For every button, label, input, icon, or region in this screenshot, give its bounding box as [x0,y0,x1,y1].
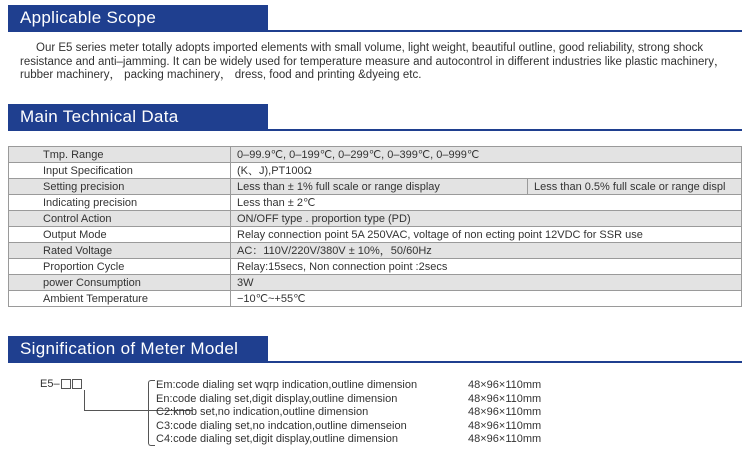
spec-value: Relay connection point 5A 250VAC, voltage of non ecting point 12VDC for SSR use [231,227,742,243]
scope-paragraph: Our E5 series meter totally adopts imported elements with small volume, light weight, beautiful outline, good reliability, strong shock resistance and anti–jamming. It can be widely used for temperature measure and autocontrol in different industries like plastic machinery， rubber machinery， packing machinery， dress, food and printing &dyeing etc. [20,42,726,81]
technical-data-table [8,146,742,307]
model-dimension: 48×96×110mm [468,379,542,391]
spec-label: Indicating precision [9,195,231,211]
model-dimension: 48×96×110mm [468,433,542,445]
section-rule [8,361,742,363]
model-code-box [61,379,71,389]
model-prefix-text: E5– [40,378,60,390]
spec-value: 3W [231,275,742,291]
model-dimension: 48×96×110mm [468,406,542,418]
model-dimension: 48×96×110mm [468,419,542,432]
spec-value: −10℃~+55℃ [231,291,742,307]
model-code-box [72,379,82,389]
spec-value: AC：110V/220V/380V ± 10%，50/60Hz [231,243,742,259]
spec-label: Ambient Temperature [9,291,231,307]
bracket-line [84,390,85,410]
spec-label: Input Specification [9,163,231,179]
spec-label: Rated Voltage [9,243,231,259]
list-item [156,406,541,420]
list-item [156,393,541,407]
list-item [156,379,541,393]
section-rule [8,129,742,131]
model-description: Em:code dialing set wqrp indication,outline dimension [156,379,418,391]
table-row [9,179,742,195]
spec-value: ON/OFF type . proportion type (PD) [231,211,742,227]
spec-label: power Consumption [9,275,231,291]
spec-value: (K、J),PT100Ω [231,163,742,179]
spec-value-alt: Less than 0.5% full scale or range displ [528,179,742,195]
section-header-technical-data [0,104,750,130]
table-row [9,163,742,179]
section-rule [8,30,742,32]
model-description: C2:knob set,no indication,outline dimension [156,406,369,418]
table-row [9,291,742,307]
model-prefix [40,378,82,390]
model-list [156,379,541,447]
spec-value: Relay:15secs, Non connection point :2secs [231,259,742,275]
spec-value: 0–99.9℃, 0–199℃, 0–299℃, 0–399℃, 0–999℃ [231,147,742,163]
table-row [9,243,742,259]
model-description: C4:code dialing set,digit display,outline dimension [156,433,398,445]
model-dimension: 48×96×110mm [468,392,542,405]
list-item [156,420,541,434]
spec-value: Less than ± 2℃ [231,195,742,211]
section-header-applicable-scope [0,5,750,31]
section-title: Main Technical Data [8,104,268,130]
model-description: En:code dialing set,digit display,outline dimension [156,392,398,405]
table-row [9,195,742,211]
table-row [9,147,742,163]
section-title: Applicable Scope [8,5,268,31]
list-item [156,433,541,447]
table-row [9,211,742,227]
spec-label: Proportion Cycle [9,259,231,275]
spec-label: Tmp. Range [9,147,231,163]
table-row [9,227,742,243]
spec-label: Output Mode [9,227,231,243]
spec-value: Less than ± 1% full scale or range display [231,179,528,195]
spec-label: Control Action [9,211,231,227]
spec-label: Setting precision [9,179,231,195]
model-description: C3:code dialing set,no indcation,outline dimenseion [156,419,407,432]
model-brace [148,380,155,446]
section-header-meter-model [0,336,750,362]
section-title: Signification of Meter Model [8,336,268,362]
table-row [9,275,742,291]
table-row [9,259,742,275]
